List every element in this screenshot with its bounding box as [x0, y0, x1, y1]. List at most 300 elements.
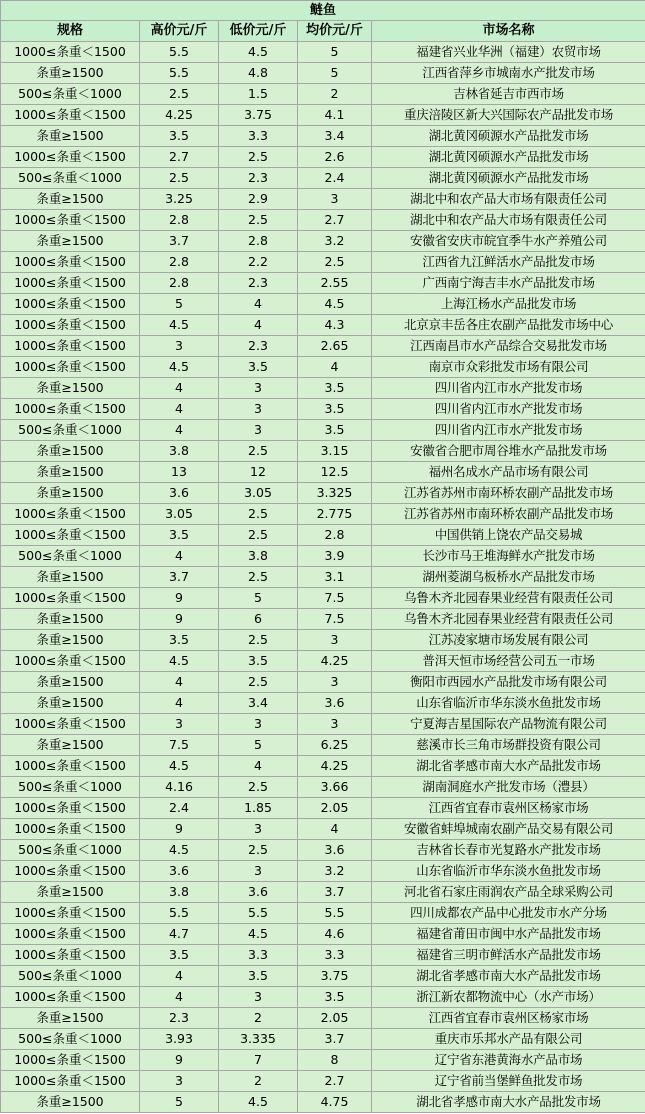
spec-cell: 1000≤条重＜1500	[1, 861, 140, 882]
low-price-cell: 2.5	[219, 210, 298, 231]
market-name-cell: 安徽省蚌埠城南农副产品交易有限公司	[372, 819, 645, 840]
market-name-cell: 普洱天恒市场经营公司五一市场	[372, 651, 645, 672]
header-spec: 规格	[1, 21, 140, 42]
avg-price-cell: 4	[298, 357, 372, 378]
table-row	[1, 441, 645, 462]
avg-price-cell: 3.2	[298, 231, 372, 252]
table-row	[1, 1071, 645, 1092]
high-price-cell: 4	[140, 693, 219, 714]
high-price-cell: 4.16	[140, 777, 219, 798]
high-price-cell: 3.8	[140, 441, 219, 462]
spec-cell: 500≤条重＜1000	[1, 966, 140, 987]
table-row	[1, 756, 645, 777]
high-price-cell: 5.5	[140, 42, 219, 63]
low-price-cell: 3.5	[219, 651, 298, 672]
table-row	[1, 252, 645, 273]
market-name-cell: 湖北黄冈硕源水产品批发市场	[372, 147, 645, 168]
low-price-cell: 2.5	[219, 840, 298, 861]
avg-price-cell: 3.15	[298, 441, 372, 462]
table-row	[1, 861, 645, 882]
spec-cell: 条重≥1500	[1, 378, 140, 399]
high-price-cell: 4	[140, 546, 219, 567]
table-row	[1, 630, 645, 651]
avg-price-cell: 4.75	[298, 1092, 372, 1113]
market-name-cell: 江苏凌家塘市场发展有限公司	[372, 630, 645, 651]
spec-cell: 条重≥1500	[1, 693, 140, 714]
table-row	[1, 63, 645, 84]
avg-price-cell: 2.65	[298, 336, 372, 357]
high-price-cell: 3.5	[140, 126, 219, 147]
avg-price-cell: 3.5	[298, 987, 372, 1008]
spec-cell: 条重≥1500	[1, 609, 140, 630]
market-name-cell: 河北省石家庄雨润农产品全球采购公司	[372, 882, 645, 903]
low-price-cell: 3.75	[219, 105, 298, 126]
avg-price-cell: 3.2	[298, 861, 372, 882]
table-body	[1, 42, 645, 1113]
market-name-cell: 吉林省延吉市西市场	[372, 84, 645, 105]
spec-cell: 条重≥1500	[1, 1092, 140, 1113]
low-price-cell: 2.5	[219, 672, 298, 693]
market-name-cell: 四川省内江市水产批发市场	[372, 399, 645, 420]
spec-cell: 条重≥1500	[1, 882, 140, 903]
spec-cell: 1000≤条重＜1500	[1, 588, 140, 609]
low-price-cell: 3.5	[219, 357, 298, 378]
low-price-cell: 4.5	[219, 42, 298, 63]
table-row	[1, 945, 645, 966]
header-market-name: 市场名称	[372, 21, 645, 42]
low-price-cell: 3.4	[219, 693, 298, 714]
spec-cell: 1000≤条重＜1500	[1, 42, 140, 63]
low-price-cell: 3	[219, 714, 298, 735]
high-price-cell: 4	[140, 987, 219, 1008]
high-price-cell: 4.5	[140, 840, 219, 861]
spec-cell: 1000≤条重＜1500	[1, 525, 140, 546]
high-price-cell: 2.8	[140, 210, 219, 231]
spec-cell: 1000≤条重＜1500	[1, 651, 140, 672]
market-name-cell: 湖北黄冈硕源水产品批发市场	[372, 126, 645, 147]
avg-price-cell: 2.05	[298, 798, 372, 819]
avg-price-cell: 2.775	[298, 504, 372, 525]
low-price-cell: 4.8	[219, 63, 298, 84]
high-price-cell: 4.5	[140, 651, 219, 672]
avg-price-cell: 3.66	[298, 777, 372, 798]
market-name-cell: 慈溪市长三角市场群投资有限公司	[372, 735, 645, 756]
table-row	[1, 651, 645, 672]
spec-cell: 1000≤条重＜1500	[1, 294, 140, 315]
table-row	[1, 567, 645, 588]
market-name-cell: 江西省宜春市袁州区杨家市场	[372, 1008, 645, 1029]
avg-price-cell: 3.7	[298, 882, 372, 903]
high-price-cell: 3.5	[140, 630, 219, 651]
market-name-cell: 湖北省孝感市南大水产品批发市场	[372, 1092, 645, 1113]
table-row	[1, 672, 645, 693]
high-price-cell: 4	[140, 966, 219, 987]
low-price-cell: 3.335	[219, 1029, 298, 1050]
spec-cell: 条重≥1500	[1, 567, 140, 588]
table-row	[1, 483, 645, 504]
market-name-cell: 四川省内江市水产批发市场	[372, 378, 645, 399]
market-name-cell: 南京市众彩批发市场有限公司	[372, 357, 645, 378]
low-price-cell: 3.8	[219, 546, 298, 567]
high-price-cell: 3.5	[140, 945, 219, 966]
market-name-cell: 福建省三明市鲜活水产品批发市场	[372, 945, 645, 966]
table-row	[1, 273, 645, 294]
header-low-price: 低价元/斤	[219, 21, 298, 42]
high-price-cell: 2.3	[140, 1008, 219, 1029]
low-price-cell: 2.9	[219, 189, 298, 210]
table-row	[1, 525, 645, 546]
high-price-cell: 5.5	[140, 903, 219, 924]
low-price-cell: 3.3	[219, 945, 298, 966]
high-price-cell: 4.7	[140, 924, 219, 945]
low-price-cell: 3.05	[219, 483, 298, 504]
avg-price-cell: 12.5	[298, 462, 372, 483]
table-row	[1, 609, 645, 630]
header-row	[1, 21, 645, 42]
table-row	[1, 294, 645, 315]
avg-price-cell: 3.325	[298, 483, 372, 504]
spec-cell: 500≤条重＜1000	[1, 777, 140, 798]
market-name-cell: 湖北中和农产品大市场有限责任公司	[372, 189, 645, 210]
high-price-cell: 4.5	[140, 315, 219, 336]
low-price-cell: 6	[219, 609, 298, 630]
table-row	[1, 420, 645, 441]
avg-price-cell: 7.5	[298, 609, 372, 630]
market-name-cell: 浙江新农都物流中心（水产市场）	[372, 987, 645, 1008]
avg-price-cell: 3.5	[298, 378, 372, 399]
table-row	[1, 189, 645, 210]
market-name-cell: 四川成都农产品中心批发市水产分场	[372, 903, 645, 924]
spec-cell: 1000≤条重＜1500	[1, 357, 140, 378]
market-name-cell: 福建省兴业华洲（福建）农贸市场	[372, 42, 645, 63]
market-name-cell: 乌鲁木齐北园春果业经营有限责任公司	[372, 609, 645, 630]
market-name-cell: 湖北省孝感市南大水产品批发市场	[372, 756, 645, 777]
table-row	[1, 210, 645, 231]
table-row	[1, 315, 645, 336]
spec-cell: 500≤条重＜1000	[1, 546, 140, 567]
spec-cell: 条重≥1500	[1, 483, 140, 504]
spec-cell: 500≤条重＜1000	[1, 168, 140, 189]
high-price-cell: 5	[140, 1092, 219, 1113]
avg-price-cell: 3.9	[298, 546, 372, 567]
spec-cell: 条重≥1500	[1, 1008, 140, 1029]
market-name-cell: 福建省莆田市闽中水产品批发市场	[372, 924, 645, 945]
avg-price-cell: 4.25	[298, 756, 372, 777]
spec-cell: 500≤条重＜1000	[1, 840, 140, 861]
avg-price-cell: 3	[298, 630, 372, 651]
avg-price-cell: 2.5	[298, 252, 372, 273]
high-price-cell: 3.6	[140, 483, 219, 504]
table-row	[1, 735, 645, 756]
low-price-cell: 2.5	[219, 441, 298, 462]
high-price-cell: 4	[140, 399, 219, 420]
high-price-cell: 7.5	[140, 735, 219, 756]
avg-price-cell: 3.6	[298, 840, 372, 861]
market-name-cell: 安徽省合肥市周谷堆水产品批发市场	[372, 441, 645, 462]
avg-price-cell: 3	[298, 672, 372, 693]
avg-price-cell: 2.6	[298, 147, 372, 168]
spec-cell: 条重≥1500	[1, 672, 140, 693]
low-price-cell: 2.3	[219, 168, 298, 189]
spec-cell: 1000≤条重＜1500	[1, 105, 140, 126]
table-row	[1, 336, 645, 357]
market-name-cell: 湖北中和农产品大市场有限责任公司	[372, 210, 645, 231]
high-price-cell: 9	[140, 609, 219, 630]
table-row	[1, 399, 645, 420]
market-name-cell: 宁夏海吉星国际农产品物流有限公司	[372, 714, 645, 735]
market-name-cell: 辽宁省东港黄海水产品市场	[372, 1050, 645, 1071]
high-price-cell: 3.05	[140, 504, 219, 525]
market-name-cell: 四川省内江市水产批发市场	[372, 420, 645, 441]
table-row	[1, 105, 645, 126]
market-name-cell: 长沙市马王堆海鲜水产批发市场	[372, 546, 645, 567]
low-price-cell: 7	[219, 1050, 298, 1071]
high-price-cell: 4.25	[140, 105, 219, 126]
table-row	[1, 693, 645, 714]
high-price-cell: 3	[140, 336, 219, 357]
spec-cell: 1000≤条重＜1500	[1, 714, 140, 735]
market-name-cell: 湖北省孝感市南大水产品批发市场	[372, 966, 645, 987]
high-price-cell: 9	[140, 1050, 219, 1071]
avg-price-cell: 3	[298, 189, 372, 210]
table-row	[1, 147, 645, 168]
avg-price-cell: 2.8	[298, 525, 372, 546]
market-name-cell: 江西南昌市水产品综合交易批发市场	[372, 336, 645, 357]
table-row	[1, 840, 645, 861]
spec-cell: 条重≥1500	[1, 63, 140, 84]
high-price-cell: 9	[140, 819, 219, 840]
spec-cell: 1000≤条重＜1500	[1, 819, 140, 840]
high-price-cell: 5	[140, 294, 219, 315]
high-price-cell: 2.8	[140, 252, 219, 273]
market-name-cell: 辽宁省前当堡鲜鱼批发市场	[372, 1071, 645, 1092]
spec-cell: 1000≤条重＜1500	[1, 1071, 140, 1092]
market-name-cell: 中国供销上饶农产品交易城	[372, 525, 645, 546]
table-row	[1, 1092, 645, 1113]
spec-cell: 1000≤条重＜1500	[1, 504, 140, 525]
low-price-cell: 2.3	[219, 273, 298, 294]
spec-cell: 500≤条重＜1000	[1, 420, 140, 441]
low-price-cell: 1.5	[219, 84, 298, 105]
high-price-cell: 3.5	[140, 525, 219, 546]
low-price-cell: 3	[219, 378, 298, 399]
spec-cell: 1000≤条重＜1500	[1, 273, 140, 294]
avg-price-cell: 6.25	[298, 735, 372, 756]
spec-cell: 1000≤条重＜1500	[1, 987, 140, 1008]
low-price-cell: 3.3	[219, 126, 298, 147]
avg-price-cell: 3.4	[298, 126, 372, 147]
avg-price-cell: 3.6	[298, 693, 372, 714]
market-name-cell: 吉林省长春市光复路水产批发市场	[372, 840, 645, 861]
spec-cell: 1000≤条重＜1500	[1, 147, 140, 168]
table-row	[1, 924, 645, 945]
high-price-cell: 3.93	[140, 1029, 219, 1050]
avg-price-cell: 3.5	[298, 399, 372, 420]
high-price-cell: 2.4	[140, 798, 219, 819]
table-row	[1, 504, 645, 525]
spec-cell: 1000≤条重＜1500	[1, 336, 140, 357]
high-price-cell: 2.5	[140, 168, 219, 189]
market-name-cell: 湖州菱湖乌板桥水产品批发市场	[372, 567, 645, 588]
spec-cell: 1000≤条重＜1500	[1, 1050, 140, 1071]
low-price-cell: 12	[219, 462, 298, 483]
table-row	[1, 168, 645, 189]
low-price-cell: 2	[219, 1071, 298, 1092]
market-name-cell: 乌鲁木齐北园春果业经营有限责任公司	[372, 588, 645, 609]
high-price-cell: 4	[140, 420, 219, 441]
avg-price-cell: 4.3	[298, 315, 372, 336]
high-price-cell: 4.5	[140, 756, 219, 777]
market-name-cell: 山东省临沂市华东淡水鱼批发市场	[372, 693, 645, 714]
spec-cell: 1000≤条重＜1500	[1, 924, 140, 945]
spec-cell: 条重≥1500	[1, 441, 140, 462]
spec-cell: 1000≤条重＜1500	[1, 903, 140, 924]
avg-price-cell: 3.5	[298, 420, 372, 441]
high-price-cell: 3.8	[140, 882, 219, 903]
avg-price-cell: 7.5	[298, 588, 372, 609]
low-price-cell: 4	[219, 756, 298, 777]
avg-price-cell: 8	[298, 1050, 372, 1071]
low-price-cell: 2.5	[219, 504, 298, 525]
market-name-cell: 衡阳市西园水产品批发市场有限公司	[372, 672, 645, 693]
avg-price-cell: 2.4	[298, 168, 372, 189]
high-price-cell: 4.5	[140, 357, 219, 378]
table-row	[1, 546, 645, 567]
avg-price-cell: 4.1	[298, 105, 372, 126]
avg-price-cell: 3.7	[298, 1029, 372, 1050]
high-price-cell: 13	[140, 462, 219, 483]
table-row	[1, 882, 645, 903]
high-price-cell: 5.5	[140, 63, 219, 84]
low-price-cell: 5	[219, 588, 298, 609]
table-row	[1, 1050, 645, 1071]
table-row	[1, 231, 645, 252]
spec-cell: 条重≥1500	[1, 630, 140, 651]
table-row	[1, 378, 645, 399]
market-name-cell: 上海江杨水产品批发市场	[372, 294, 645, 315]
avg-price-cell: 3.75	[298, 966, 372, 987]
table-row	[1, 987, 645, 1008]
market-name-cell: 江西省萍乡市城南水产批发市场	[372, 63, 645, 84]
low-price-cell: 3.5	[219, 966, 298, 987]
avg-price-cell: 3	[298, 714, 372, 735]
low-price-cell: 2.5	[219, 525, 298, 546]
low-price-cell: 3	[219, 987, 298, 1008]
table-row	[1, 819, 645, 840]
market-name-cell: 山东省临沂市华东淡水鱼批发市场	[372, 861, 645, 882]
low-price-cell: 4.5	[219, 1092, 298, 1113]
spec-cell: 500≤条重＜1000	[1, 1029, 140, 1050]
spec-cell: 条重≥1500	[1, 735, 140, 756]
high-price-cell: 2.7	[140, 147, 219, 168]
low-price-cell: 3	[219, 399, 298, 420]
low-price-cell: 2.5	[219, 147, 298, 168]
market-name-cell: 重庆市乐邦水产品有限公司	[372, 1029, 645, 1050]
spec-cell: 1000≤条重＜1500	[1, 399, 140, 420]
low-price-cell: 1.85	[219, 798, 298, 819]
low-price-cell: 2.5	[219, 777, 298, 798]
market-name-cell: 江西省宜春市袁州区杨家市场	[372, 798, 645, 819]
high-price-cell: 2.8	[140, 273, 219, 294]
table-row	[1, 357, 645, 378]
table-row	[1, 84, 645, 105]
table-row	[1, 1008, 645, 1029]
spec-cell: 1000≤条重＜1500	[1, 252, 140, 273]
market-name-cell: 湖北黄冈硕源水产品批发市场	[372, 168, 645, 189]
low-price-cell: 2.5	[219, 567, 298, 588]
market-name-cell: 广西南宁海吉丰水产品批发市场	[372, 273, 645, 294]
low-price-cell: 2.8	[219, 231, 298, 252]
avg-price-cell: 2.55	[298, 273, 372, 294]
high-price-cell: 3.7	[140, 567, 219, 588]
table-row	[1, 903, 645, 924]
avg-price-cell: 2	[298, 84, 372, 105]
high-price-cell: 3.6	[140, 861, 219, 882]
market-name-cell: 重庆涪陵区新大兴国际农产品批发市场	[372, 105, 645, 126]
high-price-cell: 4	[140, 672, 219, 693]
low-price-cell: 3	[219, 819, 298, 840]
low-price-cell: 3	[219, 420, 298, 441]
table-row	[1, 42, 645, 63]
low-price-cell: 4	[219, 315, 298, 336]
avg-price-cell: 4.25	[298, 651, 372, 672]
market-name-cell: 湖南洞庭水产批发市场（澧县）	[372, 777, 645, 798]
avg-price-cell: 4.6	[298, 924, 372, 945]
avg-price-cell: 4.5	[298, 294, 372, 315]
table-title: 鲢鱼	[1, 1, 645, 21]
high-price-cell: 3.25	[140, 189, 219, 210]
table-row	[1, 1029, 645, 1050]
title-row	[1, 1, 645, 21]
avg-price-cell: 2.7	[298, 1071, 372, 1092]
table-row	[1, 126, 645, 147]
header-avg-price: 均价元/斤	[298, 21, 372, 42]
spec-cell: 1000≤条重＜1500	[1, 798, 140, 819]
table-row	[1, 966, 645, 987]
spec-cell: 条重≥1500	[1, 462, 140, 483]
table-row	[1, 777, 645, 798]
spec-cell: 条重≥1500	[1, 126, 140, 147]
low-price-cell: 4	[219, 294, 298, 315]
high-price-cell: 3	[140, 1071, 219, 1092]
avg-price-cell: 5	[298, 63, 372, 84]
high-price-cell: 2.5	[140, 84, 219, 105]
low-price-cell: 2.5	[219, 630, 298, 651]
low-price-cell: 4.5	[219, 924, 298, 945]
table-row	[1, 462, 645, 483]
header-high-price: 高价元/斤	[140, 21, 219, 42]
high-price-cell: 4	[140, 378, 219, 399]
market-name-cell: 北京京丰岳各庄农副产品批发市场中心	[372, 315, 645, 336]
table-row	[1, 798, 645, 819]
high-price-cell: 3	[140, 714, 219, 735]
avg-price-cell: 3.3	[298, 945, 372, 966]
spec-cell: 1000≤条重＜1500	[1, 945, 140, 966]
low-price-cell: 2.3	[219, 336, 298, 357]
spec-cell: 1000≤条重＜1500	[1, 210, 140, 231]
low-price-cell: 3.6	[219, 882, 298, 903]
high-price-cell: 3.7	[140, 231, 219, 252]
avg-price-cell: 3.1	[298, 567, 372, 588]
market-name-cell: 江西省九江鲜活水产品批发市场	[372, 252, 645, 273]
spec-cell: 条重≥1500	[1, 231, 140, 252]
spec-cell: 1000≤条重＜1500	[1, 315, 140, 336]
spec-cell: 500≤条重＜1000	[1, 84, 140, 105]
avg-price-cell: 2.05	[298, 1008, 372, 1029]
avg-price-cell: 2.7	[298, 210, 372, 231]
high-price-cell: 9	[140, 588, 219, 609]
table-row	[1, 588, 645, 609]
